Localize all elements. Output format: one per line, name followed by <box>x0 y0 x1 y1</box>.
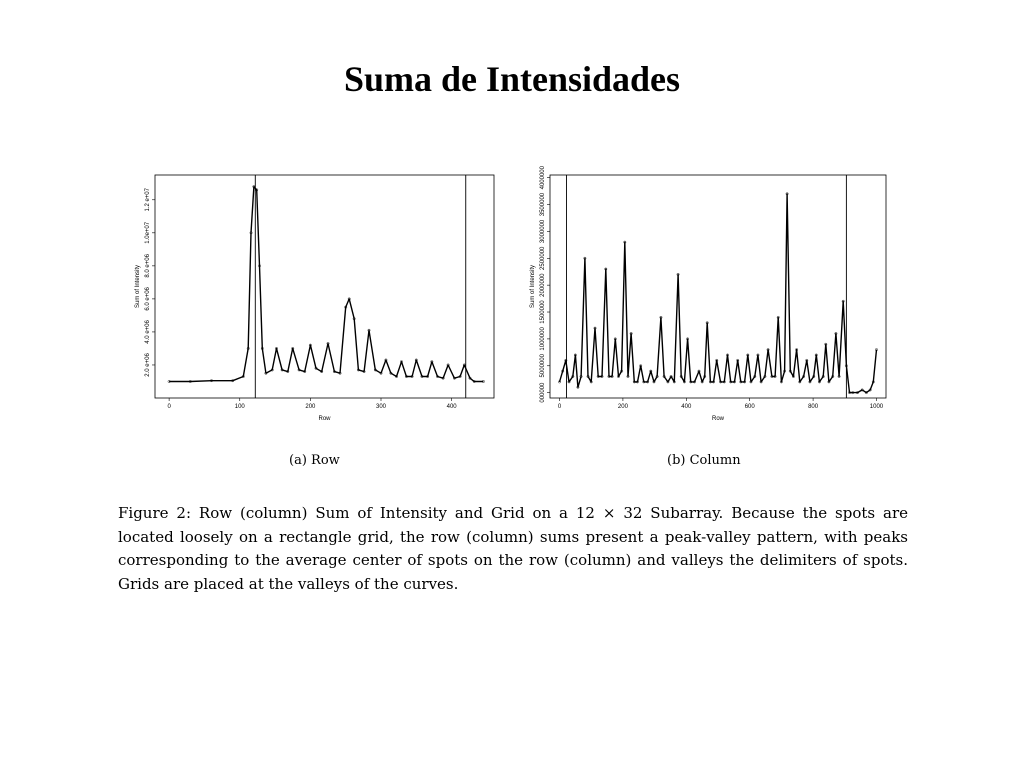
y-tick-label: 1.0e+07 <box>145 221 151 244</box>
x-axis-label: Row <box>318 416 331 422</box>
y-tick-label: 6.0 e+06 <box>145 287 151 311</box>
figure-caption: Figure 2: Row (column) Sum of Intensity and Grid on a 12 × 32 Subarray. Because the spots are located loosely on a rectangle grid, the row (column) sums present a peak-valley pattern, with peaks corresponding to the average center of spots on the row (column) and valleys the delimiters of spots. Grids are placed at the valleys of the curves. <box>118 504 908 593</box>
column-sum-chart <box>516 160 894 430</box>
x-tick-label: 100 <box>234 404 245 410</box>
y-tick-label: 1500000 <box>540 300 546 324</box>
x-tick-label: 0 <box>167 404 171 410</box>
row-chart-panel <box>128 160 500 430</box>
x-tick-label: 800 <box>808 404 819 410</box>
x-axis-label: Row <box>711 416 725 422</box>
x-tick-label: 400 <box>446 404 457 410</box>
y-tick-label: 3500000 <box>540 192 546 217</box>
column-chart-panel <box>516 160 894 430</box>
y-tick-label: 4000000 <box>540 166 546 190</box>
subcaption-row: (a) Row <box>289 453 340 468</box>
x-tick-label: 0 <box>557 404 562 410</box>
row-sum-chart <box>128 160 500 430</box>
x-tick-label: 1000 <box>869 404 884 410</box>
y-tick-label: 5000000 <box>540 354 546 378</box>
y-tick-label: 1.2 e+07 <box>145 188 151 212</box>
x-tick-label: 300 <box>375 404 387 410</box>
y-tick-label: 4.0 e+06 <box>145 320 151 344</box>
intensity-series-line <box>560 194 877 393</box>
y-tick-label: 8.0 e+06 <box>145 254 151 278</box>
plot-frame <box>155 175 494 398</box>
intensity-series-line <box>169 187 483 382</box>
y-tick-label: 2000000 <box>540 273 546 297</box>
subcaption-column: (b) Column <box>667 453 741 468</box>
x-tick-label: 600 <box>744 404 755 410</box>
x-tick-label: 400 <box>681 404 692 410</box>
x-tick-label: 200 <box>305 404 316 410</box>
y-axis-label: Sum of Intensity <box>530 264 536 309</box>
y-tick-label: 1000000 <box>540 327 546 351</box>
y-tick-label: 000000 <box>540 382 546 403</box>
y-tick-label: 2500000 <box>540 246 546 270</box>
slide-title: Suma de Intensidades <box>343 59 681 99</box>
x-tick-label: 200 <box>617 404 628 410</box>
y-axis-label: Sum of Intensity <box>135 264 141 309</box>
y-tick-label: 3000000 <box>540 219 546 244</box>
y-tick-label: 2.0 e+06 <box>145 353 151 377</box>
